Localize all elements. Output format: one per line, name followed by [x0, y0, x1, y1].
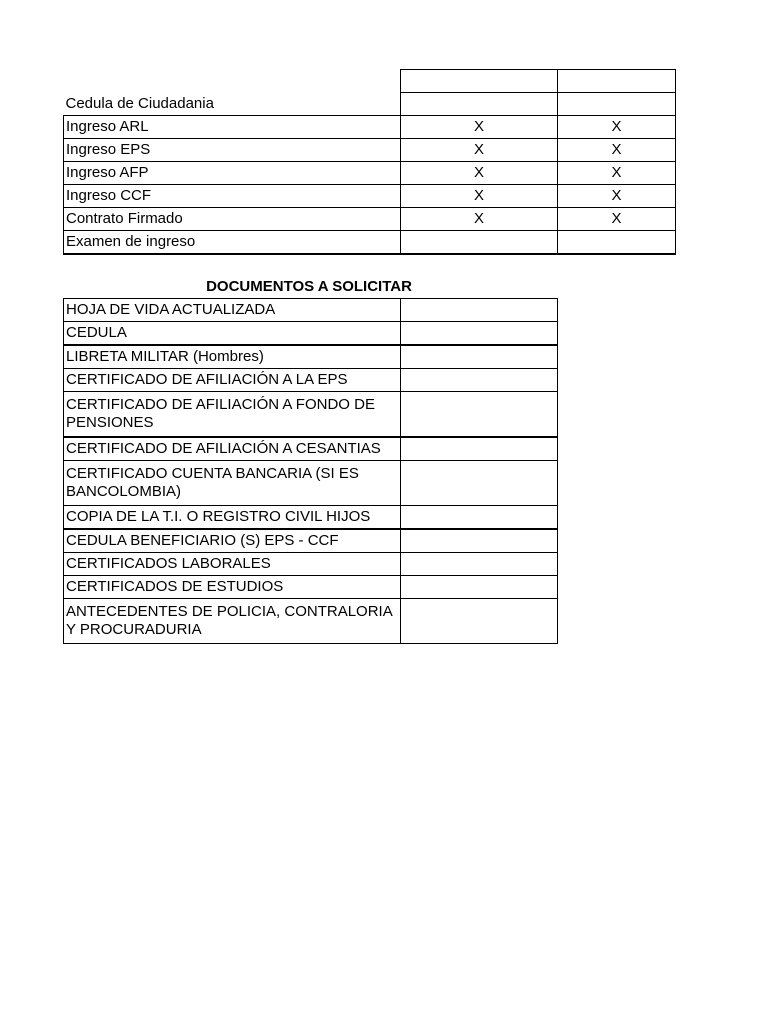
document-row — [64, 437, 558, 461]
checklist-header-row — [64, 70, 676, 93]
document-label: CERTIFICADOS DE ESTUDIOS — [64, 576, 401, 599]
checklist-row — [64, 162, 676, 185]
checklist-row-label: Ingreso ARL — [64, 116, 401, 139]
document-check-cell[interactable] — [401, 461, 558, 506]
checklist-row-label: Ingreso AFP — [64, 162, 401, 185]
checklist-row-label: Contrato Firmado — [64, 208, 401, 231]
checklist-row-col2[interactable]: X — [558, 162, 676, 185]
checklist-header-col2-cell[interactable] — [558, 70, 676, 93]
document-row — [64, 392, 558, 438]
document-check-cell[interactable] — [401, 506, 558, 530]
checklist-row — [64, 116, 676, 139]
document-check-cell[interactable] — [401, 299, 558, 322]
checklist-row-col1[interactable] — [401, 231, 558, 255]
document-row — [64, 553, 558, 576]
document-row — [64, 529, 558, 553]
checklist-row-col1[interactable]: X — [401, 139, 558, 162]
document-check-cell[interactable] — [401, 553, 558, 576]
document-check-cell[interactable] — [401, 529, 558, 553]
checklist-row-col1[interactable]: X — [401, 208, 558, 231]
checklist-row-label: Cedula de Ciudadania — [65, 94, 214, 112]
document-check-cell[interactable] — [401, 369, 558, 392]
checklist-row-col2[interactable]: X — [558, 116, 676, 139]
checklist-row — [64, 139, 676, 162]
document-label: CERTIFICADO DE AFILIACIÓN A LA EPS — [64, 369, 401, 392]
checklist-header-col1-cell[interactable] — [401, 70, 558, 93]
document-check-cell[interactable] — [401, 322, 558, 346]
checklist-row-col2[interactable]: X — [558, 139, 676, 162]
document-check-cell[interactable] — [401, 599, 558, 644]
checklist-row — [64, 185, 676, 208]
checklist-row-label: Ingreso CCF — [64, 185, 401, 208]
document-check-cell[interactable] — [401, 576, 558, 599]
document-label: COPIA DE LA T.I. O REGISTRO CIVIL HIJOS — [64, 506, 401, 530]
document-label: LIBRETA MILITAR (Hombres) — [64, 345, 401, 369]
checklist-row-label: Ingreso EPS — [64, 139, 401, 162]
document-label: CEDULA — [64, 322, 401, 346]
checklist-row-col2[interactable]: X — [558, 208, 676, 231]
onboarding-checklist-table — [63, 69, 676, 255]
document-row — [64, 299, 558, 322]
document-label: CERTIFICADO DE AFILIACIÓN A FONDO DE PENSIONES — [64, 392, 401, 438]
document-row — [64, 461, 558, 506]
document-check-cell[interactable] — [401, 392, 558, 438]
checklist-row — [64, 93, 676, 116]
checklist-row-col1[interactable]: X — [401, 162, 558, 185]
checklist-row — [64, 208, 676, 231]
document-row — [64, 322, 558, 346]
document-label: ANTECEDENTES DE POLICIA, CONTRALORIA Y PROCURADURIA — [64, 599, 401, 644]
checklist-row-col2[interactable]: X — [558, 185, 676, 208]
checklist-row-col1[interactable]: X — [401, 116, 558, 139]
documents-section-title: DOCUMENTOS A SOLICITAR — [206, 278, 412, 295]
document-row — [64, 599, 558, 644]
checklist-row-col1[interactable]: X — [401, 185, 558, 208]
checklist-row-col1[interactable] — [401, 93, 558, 116]
checklist-row-label: Examen de ingreso — [64, 231, 401, 255]
document-row — [64, 345, 558, 369]
document-row — [64, 576, 558, 599]
document-row — [64, 369, 558, 392]
document-label: HOJA DE VIDA ACTUALIZADA — [64, 299, 401, 322]
document-check-cell[interactable] — [401, 345, 558, 369]
documents-table — [63, 298, 558, 644]
document-label: CEDULA BENEFICIARIO (S) EPS - CCF — [64, 529, 401, 553]
document-row — [64, 506, 558, 530]
checklist-row — [64, 231, 676, 255]
document-label: CERTIFICADO DE AFILIACIÓN A CESANTIAS — [64, 437, 401, 461]
document-label: CERTIFICADO CUENTA BANCARIA (SI ES BANCOLOMBIA) — [64, 461, 401, 506]
document-label: CERTIFICADOS LABORALES — [64, 553, 401, 576]
checklist-header-label-cell — [64, 70, 401, 93]
checklist-row-col2[interactable] — [558, 93, 676, 116]
checklist-row-col2[interactable] — [558, 231, 676, 255]
document-check-cell[interactable] — [401, 437, 558, 461]
